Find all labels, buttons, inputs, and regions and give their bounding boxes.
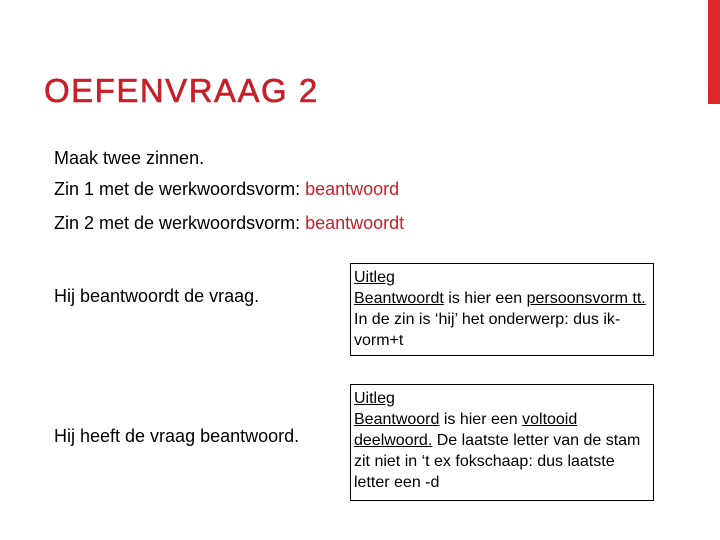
explanation-heading-2: Uitleg: [354, 390, 395, 407]
sentence-2-prompt: [54, 212, 404, 234]
sentence-2-prefix: Zin 2 met de werkwoordsvorm:: [54, 213, 306, 233]
explanation-connector-1: is hier een: [443, 290, 527, 307]
explanation-box-2: [350, 384, 654, 501]
explanation-category-2: voltooid deelwoord.: [354, 411, 578, 449]
sentence-1-prefix: Zin 1 met de werkwoordsvorm:: [54, 179, 306, 199]
explanation-connector-2: is hier een: [439, 411, 523, 428]
instruction-text: Maak twee zinnen.: [54, 148, 205, 168]
explanation-text-1: [354, 288, 649, 351]
sentence-1-verb: beantwoord: [305, 179, 400, 199]
explanation-rule-1: In de zin is ‘hij’ het onderwerp: dus ik-vorm+t: [354, 311, 621, 349]
sentence-2-verb: beantwoordt: [305, 213, 405, 233]
slide-title: OEFENVRAAG 2: [44, 72, 319, 109]
explanation-box-1: [350, 263, 654, 356]
explanation-text-2: [354, 409, 649, 493]
explanation-term-2: Beantwoord: [354, 411, 440, 428]
explanation-category-1: persoonsvorm tt.: [526, 290, 646, 307]
example-sentence-2: Hij heeft de vraag beantwoord.: [54, 426, 300, 446]
sentence-1-prompt: [54, 178, 399, 200]
example-sentence-1: Hij beantwoordt de vraag.: [54, 286, 260, 306]
accent-bar: [708, 0, 720, 104]
explanation-rule-2: De laatste letter van de stam zit niet in ‘t ex fokschaap: dus laatste letter een -d: [354, 432, 641, 491]
explanation-heading-1: Uitleg: [354, 269, 395, 286]
explanation-term-1: Beantwoordt: [354, 290, 444, 307]
